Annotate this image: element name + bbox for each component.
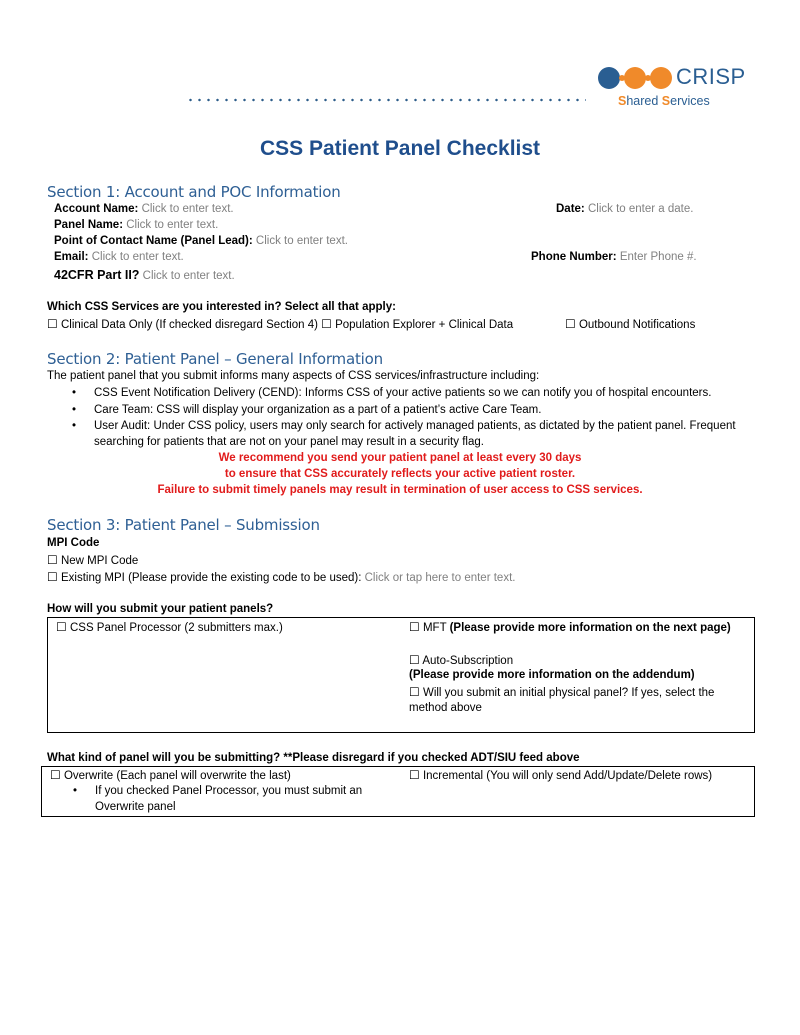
panel-kind-table	[41, 766, 755, 817]
submit-question: How will you submit your patient panels?	[47, 603, 274, 615]
overwrite-bullet-cont: Overwrite panel	[95, 801, 176, 813]
mpi-label: MPI Code	[47, 537, 100, 549]
logo-brand: CRISP	[676, 64, 746, 89]
checkbox-incremental[interactable]: ☐	[409, 768, 420, 782]
mpi-existing-row: ☐ Existing MPI (Please provide the existing code to be used): Click or tap here to enter text.	[47, 570, 516, 584]
phone-field[interactable]: Enter Phone #.	[619, 251, 697, 263]
poc-field[interactable]: Click to enter text.	[255, 235, 348, 247]
account-name-field[interactable]: Click to enter text.	[141, 203, 234, 215]
checkbox-clinical-data[interactable]: ☐	[47, 317, 58, 331]
date-row: Date: Click to enter a date.	[556, 203, 694, 215]
logo-subtitle: Shared Services	[618, 94, 710, 108]
submit-option-processor: ☐ CSS Panel Processor (2 submitters max.)	[56, 620, 283, 634]
warning-line: Failure to submit timely panels may result in termination of user access to CSS services.	[157, 484, 643, 496]
checkbox-physical-panel[interactable]: ☐	[409, 685, 420, 699]
checkbox-panel-processor[interactable]: ☐	[56, 620, 67, 634]
section2-intro: The patient panel that you submit informs many aspects of CSS services/infrastructure including:	[47, 370, 540, 382]
overwrite-bullet: • If you checked Panel Processor, you must submit an	[95, 785, 362, 797]
bullet-user-audit: • User Audit: Under CSS policy, users may only search for actively managed patients, as dictated by the patient panel. Frequent	[94, 420, 736, 432]
checkbox-new-mpi[interactable]: ☐	[47, 553, 58, 567]
bullet-cend: • CSS Event Notification Delivery (CEND): Informs CSS of your active patients so we can notify you of hospital encounters.	[94, 387, 711, 399]
page-title: CSS Patient Panel Checklist	[259, 137, 541, 160]
panel-name-row: Panel Name: Click to enter text.	[54, 219, 219, 231]
checkbox-mft[interactable]: ☐	[409, 620, 420, 634]
panel-name-field[interactable]: Click to enter text.	[126, 219, 219, 231]
checkbox-auto-subscription[interactable]: ☐	[409, 653, 420, 667]
submit-option-auto: ☐ Auto-Subscription	[409, 653, 514, 667]
checkbox-existing-mpi[interactable]: ☐	[47, 570, 58, 584]
phone-row: Phone Number: Enter Phone #.	[531, 251, 697, 263]
poc-row: Point of Contact Name (Panel Lead): Click to enter text.	[54, 235, 348, 247]
services-options: ☐ Clinical Data Only (If checked disregard Section 4) ☐ Population Explorer + Clinical Data	[47, 317, 514, 331]
services-question: Which CSS Services are you interested in? Select all that apply:	[47, 301, 396, 313]
section3-heading: Section 3: Patient Panel – Submission	[47, 516, 320, 534]
recommend-line-2: to ensure that CSS accurately reflects your active patient roster.	[224, 468, 576, 480]
submit-option-mft: ☐ MFT (Please provide more information on the next page)	[409, 620, 731, 634]
crisp-logo	[598, 64, 748, 110]
auto-subscription-note: (Please provide more information on the addendum)	[409, 669, 695, 681]
cfr-field[interactable]: Click to enter text.	[142, 270, 235, 282]
bullet-care-team: • Care Team: CSS will display your organization as a part of a patient’s active Care Team.	[94, 404, 541, 416]
email-row: Email: Click to enter text.	[54, 251, 184, 263]
date-field[interactable]: Click to enter a date.	[587, 203, 694, 215]
mpi-new-row: ☐ New MPI Code	[47, 553, 139, 567]
existing-mpi-field[interactable]: Click or tap here to enter text.	[364, 572, 516, 584]
account-name-row: Account Name: Click to enter text.	[54, 203, 234, 215]
kind-option-incremental: ☐ Incremental (You will only send Add/Update/Delete rows)	[409, 768, 713, 782]
submit-option-physical: ☐ Will you submit an initial physical panel? If yes, select the	[409, 685, 715, 699]
email-field[interactable]: Click to enter text.	[91, 251, 184, 263]
checkbox-overwrite[interactable]: ☐	[50, 768, 61, 782]
outbound-option: ☐ Outbound Notifications	[565, 317, 696, 331]
panel-kind-question: What kind of panel will you be submitting? **Please disregard if you checked ADT/SIU feed above	[47, 752, 580, 764]
recommend-line-1: We recommend you send your patient panel at least every 30 days	[218, 452, 582, 464]
submit-methods-table	[47, 617, 755, 733]
physical-panel-cont: method above	[409, 702, 482, 714]
bullet-user-audit-cont: searching for patients that are not on your panel may result in a security flag.	[94, 436, 484, 448]
checkbox-population-explorer[interactable]: ☐	[321, 317, 332, 331]
checkbox-outbound-notifications[interactable]: ☐	[565, 317, 576, 331]
section2-heading: Section 2: Patient Panel – General Information	[47, 350, 383, 368]
dotted-divider	[186, 98, 586, 102]
cfr-row: 42CFR Part II? Click to enter text.	[54, 268, 235, 282]
section1-heading: Section 1: Account and POC Information	[47, 183, 341, 201]
kind-option-overwrite: ☐ Overwrite (Each panel will overwrite the last)	[50, 768, 291, 782]
logo-circles-icon	[598, 66, 672, 90]
